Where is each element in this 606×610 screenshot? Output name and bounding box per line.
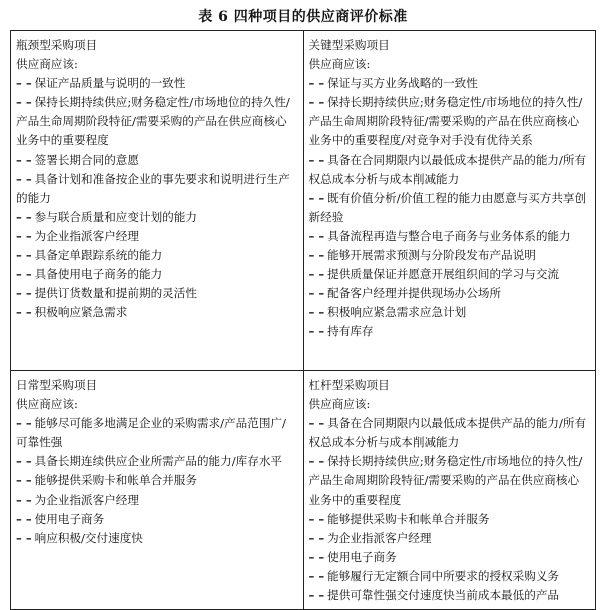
dash-bullet: – – bbox=[308, 228, 325, 243]
criteria-text: 为企业指派客户经理 bbox=[327, 530, 432, 545]
criteria-list bbox=[16, 74, 298, 322]
quadrant-title: 瓶颈型采购项目 bbox=[16, 38, 98, 52]
dash-bullet: – – bbox=[308, 454, 325, 469]
dash-bullet: – – bbox=[16, 416, 32, 431]
criteria-item bbox=[309, 93, 591, 150]
criteria-text: 为企业指派客户经理 bbox=[34, 228, 139, 243]
dash-bullet: – – bbox=[16, 305, 32, 320]
dash-bullet: – – bbox=[308, 305, 325, 320]
criteria-text: 具备流程再造与整合电子商务与业务体系的能力 bbox=[327, 228, 571, 243]
criteria-item bbox=[16, 510, 298, 529]
dash-bullet: – – bbox=[16, 152, 32, 167]
quadrant-strategic bbox=[303, 31, 596, 371]
quadrant-title: 关键型采购项目 bbox=[308, 38, 390, 52]
dash-bullet: – – bbox=[16, 228, 32, 243]
criteria-item bbox=[309, 74, 591, 93]
dash-bullet: – – bbox=[308, 248, 325, 263]
criteria-text: 保持长期持续供应;财务稳定性/市场地位的持久性/产品生命周期阶段特征/需要采购的产品在供应商核心业务中的重要程度 bbox=[308, 454, 583, 507]
criteria-text: 签署长期合同的意愿 bbox=[34, 152, 139, 167]
table-row bbox=[11, 31, 596, 371]
dash-bullet: – – bbox=[308, 511, 325, 526]
criteria-item bbox=[309, 265, 591, 284]
dash-bullet: – – bbox=[16, 286, 32, 301]
criteria-item bbox=[309, 322, 591, 341]
dash-bullet: – – bbox=[308, 588, 325, 603]
dash-bullet: – – bbox=[308, 568, 325, 583]
dash-bullet: – – bbox=[308, 95, 325, 110]
criteria-text: 参与联合质量和应变计划的能力 bbox=[34, 209, 197, 224]
dash-bullet: – – bbox=[16, 171, 32, 186]
criteria-text: 保持长期持续供应;财务稳定性/市场地位的持久性/产品生命周期阶段特征/需要采购的产品在供应商核心业务中的重要程度/对竞争对手没有优待关系 bbox=[308, 95, 583, 148]
criteria-text: 使用电子商务 bbox=[34, 511, 105, 526]
criteria-text: 既有价值分析/价值工程的能力由愿意与买方共享创新经验 bbox=[308, 190, 587, 224]
quadrant-title: 日常型采购项目 bbox=[16, 378, 98, 392]
criteria-item bbox=[309, 567, 591, 586]
criteria-list bbox=[309, 414, 591, 605]
criteria-item bbox=[16, 227, 298, 246]
criteria-item bbox=[309, 303, 591, 322]
criteria-item bbox=[309, 151, 591, 189]
dash-bullet: – – bbox=[16, 511, 32, 526]
quadrant-intro: 供应商应该: bbox=[308, 57, 371, 72]
criteria-text: 响应积极/交付速度快 bbox=[34, 530, 143, 545]
dash-bullet: – – bbox=[308, 76, 325, 91]
criteria-text: 保持长期持续供应;财务稳定性/市场地位的持久性/产品生命周期阶段特征/需要采购的产品在供应商核心业务中的重要程度 bbox=[16, 95, 290, 148]
dash-bullet: – – bbox=[308, 190, 325, 205]
dash-bullet: – – bbox=[16, 76, 32, 91]
criteria-item bbox=[16, 284, 298, 303]
quadrant-intro: 供应商应该: bbox=[308, 397, 371, 412]
criteria-item bbox=[309, 510, 591, 529]
quadrant-routine bbox=[11, 371, 304, 610]
dash-bullet: – – bbox=[16, 454, 32, 469]
criteria-text: 具备在合同期限内以最低成本提供产品的能力/所有权总成本分析与成本削减能力 bbox=[308, 152, 587, 186]
criteria-text: 具备定单跟踪系统的能力 bbox=[34, 248, 163, 263]
criteria-item bbox=[16, 529, 298, 548]
dash-bullet: – – bbox=[308, 549, 325, 564]
criteria-item bbox=[16, 74, 298, 93]
quadrant-title: 杠杆型采购项目 bbox=[308, 378, 390, 392]
table-caption: 表 6 四种项目的供应商评价标准 bbox=[198, 9, 408, 25]
dash-bullet: – – bbox=[308, 324, 325, 339]
dash-bullet: – – bbox=[16, 95, 32, 110]
criteria-text: 配备客户经理并提供现场办公场所 bbox=[327, 286, 502, 301]
quadrant-leverage bbox=[303, 371, 596, 610]
criteria-list bbox=[309, 74, 591, 341]
criteria-item bbox=[16, 303, 298, 322]
supplier-evaluation-table bbox=[10, 30, 596, 610]
criteria-text: 提供订货数量和提前期的灵活性 bbox=[34, 286, 197, 301]
criteria-text: 能够提供采购卡和帐单合并服务 bbox=[34, 473, 197, 488]
criteria-item bbox=[16, 471, 298, 490]
dash-bullet: – – bbox=[16, 267, 32, 282]
criteria-text: 具备计划和准备按企业的事先要求和说明进行生产的能力 bbox=[16, 171, 290, 205]
criteria-text: 具备长期连续供应企业所需产品的能力/库存水平 bbox=[34, 454, 283, 469]
dash-bullet: – – bbox=[16, 248, 32, 263]
criteria-item bbox=[16, 414, 298, 452]
criteria-item bbox=[16, 93, 298, 150]
criteria-text: 具备使用电子商务的能力 bbox=[34, 267, 163, 282]
criteria-item bbox=[16, 170, 298, 208]
criteria-item bbox=[309, 227, 591, 246]
criteria-text: 使用电子商务 bbox=[327, 549, 397, 564]
criteria-text: 提供质量保证并愿意开展组织间的学习与交流 bbox=[327, 267, 560, 282]
dash-bullet: – – bbox=[16, 492, 32, 507]
criteria-text: 具备在合同期限内以最低成本提供产品的能力/所有权总成本分析与成本削减能力 bbox=[308, 416, 587, 450]
criteria-text: 保证产品质量与说明的一致性 bbox=[34, 76, 186, 91]
criteria-item bbox=[16, 452, 298, 471]
criteria-item bbox=[16, 151, 298, 170]
dash-bullet: – – bbox=[16, 530, 32, 545]
criteria-item bbox=[309, 548, 591, 567]
criteria-list bbox=[16, 414, 298, 548]
criteria-item bbox=[309, 414, 591, 452]
criteria-text: 积极响应紧急需求应急计划 bbox=[327, 305, 467, 320]
criteria-text: 为企业指派客户经理 bbox=[34, 492, 139, 507]
criteria-text: 能够尽可能多地满足企业的采购需求/产品范围广/可靠性强 bbox=[16, 416, 286, 450]
criteria-item bbox=[309, 246, 591, 265]
quadrant-intro: 供应商应该: bbox=[16, 57, 78, 72]
table-row bbox=[11, 371, 596, 610]
criteria-text: 能够履行无定额合同中所要求的授权采购义务 bbox=[327, 568, 560, 583]
criteria-text: 能够开展需求预测与分阶段发布产品说明 bbox=[327, 248, 536, 263]
criteria-text: 持有库存 bbox=[327, 324, 374, 339]
criteria-text: 保证与买方业务战略的一致性 bbox=[327, 76, 478, 91]
criteria-item bbox=[309, 529, 591, 548]
criteria-item bbox=[309, 189, 591, 227]
criteria-text: 能够提供采购卡和帐单合并服务 bbox=[327, 511, 490, 526]
criteria-item bbox=[309, 586, 591, 605]
criteria-text: 提供可靠性强交付速度快当前成本最低的产品 bbox=[327, 588, 560, 603]
dash-bullet: – – bbox=[308, 152, 325, 167]
criteria-text: 积极响应紧急需求 bbox=[34, 305, 128, 320]
criteria-item bbox=[309, 284, 591, 303]
criteria-item bbox=[309, 452, 591, 509]
dash-bullet: – – bbox=[308, 416, 325, 431]
dash-bullet: – – bbox=[16, 209, 32, 224]
criteria-item bbox=[16, 265, 298, 284]
dash-bullet: – – bbox=[308, 286, 325, 301]
quadrant-bottleneck bbox=[11, 31, 304, 371]
dash-bullet: – – bbox=[308, 267, 325, 282]
dash-bullet: – – bbox=[308, 530, 325, 545]
criteria-item bbox=[16, 208, 298, 227]
criteria-item bbox=[16, 491, 298, 510]
criteria-item bbox=[16, 246, 298, 265]
dash-bullet: – – bbox=[16, 473, 32, 488]
quadrant-intro: 供应商应该: bbox=[16, 397, 78, 412]
